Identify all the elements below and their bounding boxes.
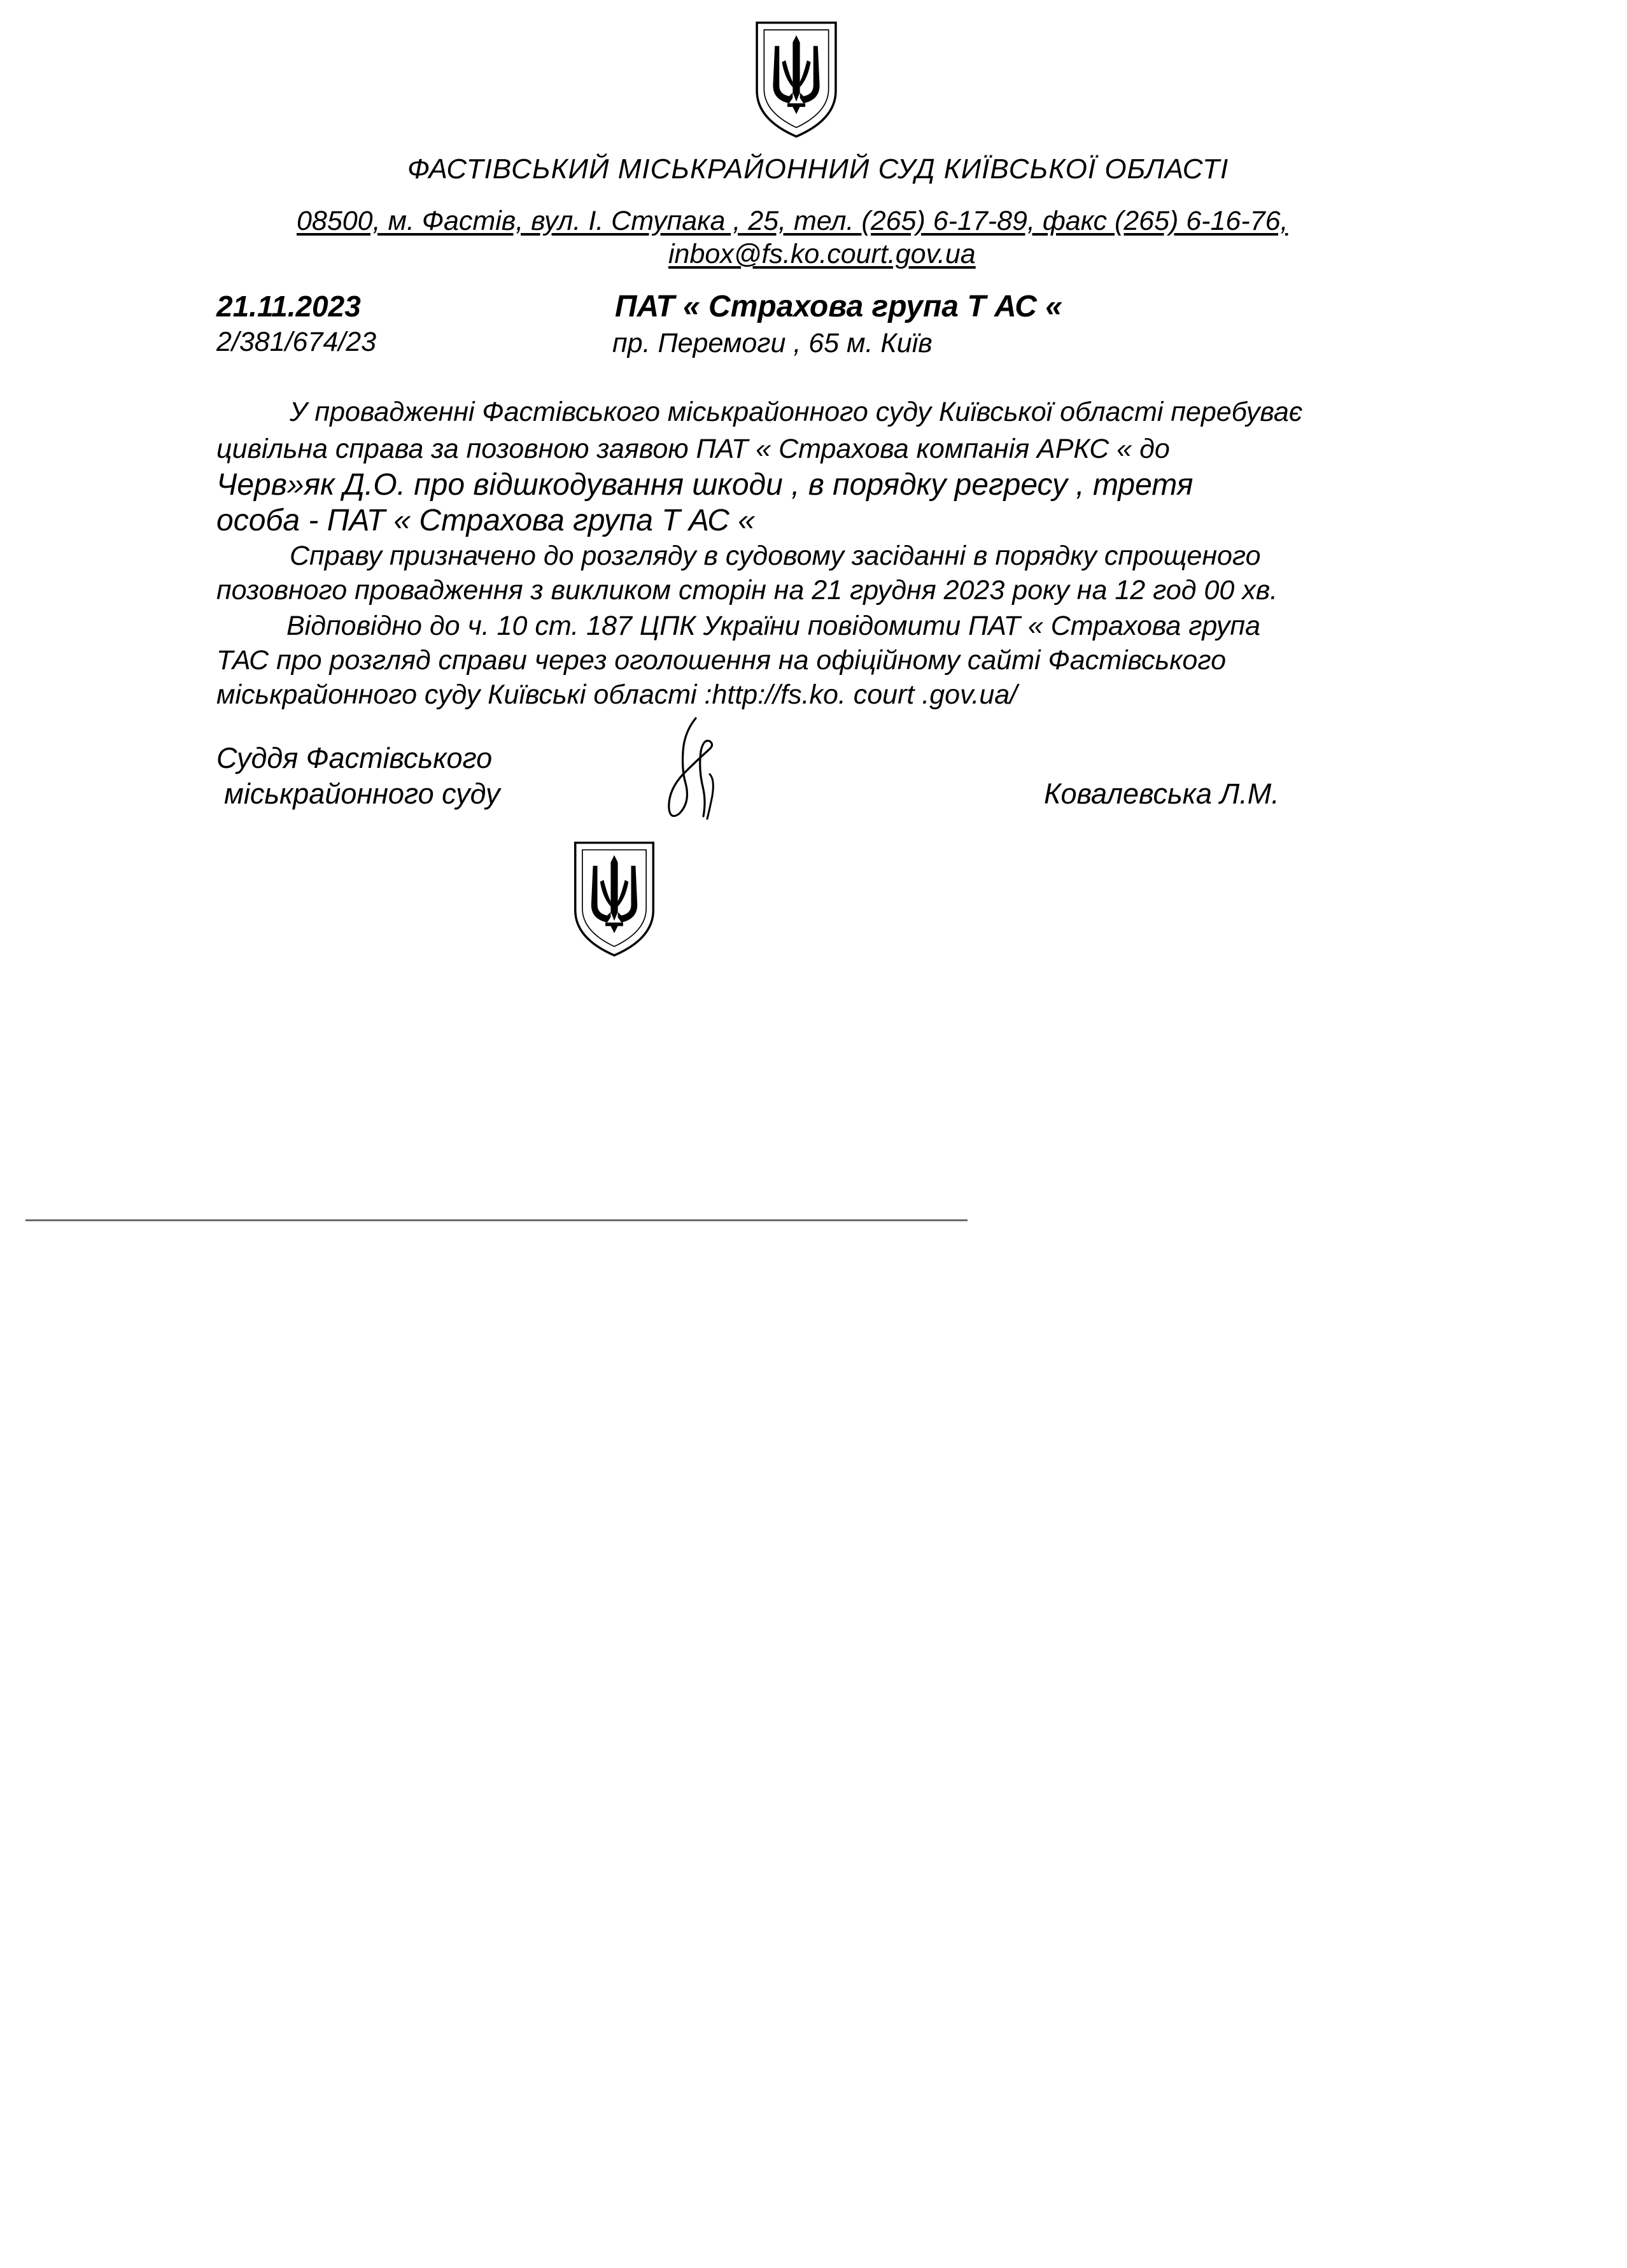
body-line: міськрайонного суду Київські області :http://fs.ko. court .gov.ua/ [216, 679, 1018, 710]
trident-icon [751, 19, 842, 140]
body-line: Справу призначено до розгляду в судовому засіданні в порядку спрощеного [290, 541, 1261, 571]
case-reference-number: 2/381/674/23 [216, 327, 377, 357]
body-line: особа - ПАТ « Страхова група Т АС « [216, 504, 755, 537]
body-line: Черв»як Д.О. про відшкодування шкоди , в порядку регресу , третя [216, 468, 1194, 502]
judge-name: Ковалевська Л.М. [1044, 777, 1279, 810]
body-line: У провадженні Фастівського міськрайонного суду Київської області перебуває [290, 397, 1303, 427]
judge-title-line-1: Суддя Фастівського [216, 742, 493, 774]
horizontal-divider [25, 1219, 968, 1221]
coat-of-arms-emblem-top [751, 19, 842, 140]
document-date: 21.11.2023 [216, 290, 361, 323]
court-address: 08500, м. Фастів, вул. І. Ступака , 25, тел. (265) 6-17-89, факс (265) 6-16-76, [297, 206, 1288, 236]
handwritten-signature [646, 713, 735, 821]
court-email: inbox@fs.ko.court.gov.ua [668, 239, 976, 269]
body-line: Відповідно до ч. 10 ст. 187 ЦПК України повідомити ПАТ « Страхова група [286, 611, 1260, 641]
recipient-address: пр. Перемоги , 65 м. Київ [612, 328, 933, 358]
body-line: цивільна справа за позовною заявою ПАТ « Страхова компанія АРКС « до [216, 434, 1170, 464]
body-line: ТАС про розгляд справи через оголошення на офіційному сайті Фастівського [216, 645, 1226, 676]
judge-title-line-2: міськрайонного суду [224, 777, 500, 810]
coat-of-arms-emblem-bottom [569, 839, 659, 959]
court-title: ФАСТІВСЬКИЙ МІСЬКРАЙОННИЙ СУД КИЇВСЬКОЇ ОБЛАСТІ [407, 153, 1229, 185]
trident-icon [569, 839, 659, 959]
body-line: позовного провадження з викликом сторін на 21 грудня 2023 року на 12 год 00 хв. [216, 575, 1278, 606]
recipient-name: ПАТ « Страхова група Т АС « [615, 290, 1062, 323]
